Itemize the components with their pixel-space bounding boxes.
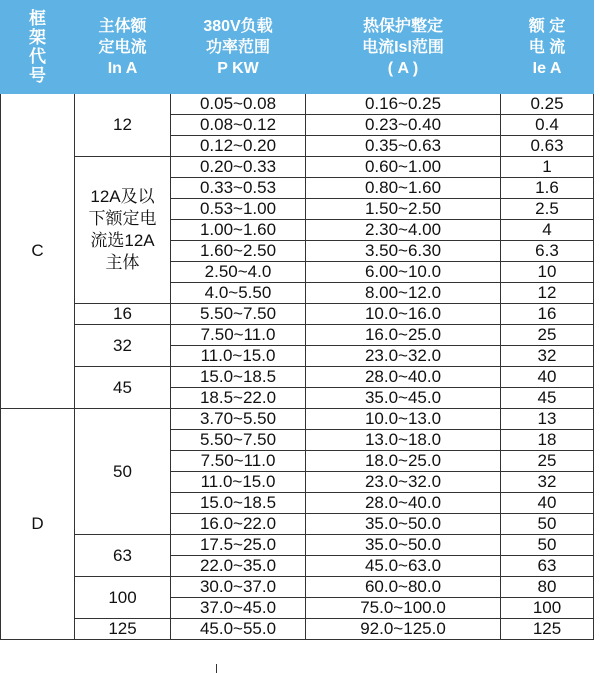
header-frame-line: 架 (29, 28, 46, 47)
power-cell: 0.08~0.12 (171, 115, 306, 136)
thermal-cell: 10.0~16.0 (306, 304, 501, 325)
power-cell: 3.70~5.50 (171, 409, 306, 430)
main-current-16: 16 (75, 304, 171, 325)
table-row (1, 157, 594, 178)
power-cell: 5.50~7.50 (171, 304, 306, 325)
header-power-line: 380V负载 (203, 17, 273, 35)
header-frame-code (1, 1, 75, 94)
ie-cell: 45 (501, 388, 594, 409)
main-current-50: 50 (75, 409, 171, 535)
ie-cell: 100 (501, 598, 594, 619)
ie-cell: 18 (501, 430, 594, 451)
power-cell: 4.0~5.50 (171, 283, 306, 304)
thermal-cell: 28.0~40.0 (306, 367, 501, 388)
thermal-cell: 2.30~4.00 (306, 220, 501, 241)
header-ie-line: 额 定 (528, 17, 566, 35)
note-line: 12A及以 (90, 187, 155, 206)
power-cell: 11.0~15.0 (171, 472, 306, 493)
main-current-100: 100 (75, 577, 171, 619)
power-cell: 15.0~18.5 (171, 493, 306, 514)
main-current-63: 63 (75, 535, 171, 577)
ie-cell: 12 (501, 283, 594, 304)
power-cell: 1.60~2.50 (171, 241, 306, 262)
header-frame-line: 框 (29, 9, 46, 28)
ie-cell: 1 (501, 157, 594, 178)
power-cell: 0.33~0.53 (171, 178, 306, 199)
table-row (1, 577, 594, 598)
ie-cell: 10 (501, 262, 594, 283)
thermal-cell: 35.0~50.0 (306, 535, 501, 556)
ie-cell: 25 (501, 325, 594, 346)
main-current-45: 45 (75, 367, 171, 409)
table-body (1, 94, 594, 640)
ie-cell: 2.5 (501, 199, 594, 220)
ie-cell: 125 (501, 619, 594, 640)
header-thermal-range (306, 1, 501, 94)
ie-cell: 0.4 (501, 115, 594, 136)
thermal-cell: 45.0~63.0 (306, 556, 501, 577)
power-cell: 18.5~22.0 (171, 388, 306, 409)
power-cell: 45.0~55.0 (171, 619, 306, 640)
ie-cell: 50 (501, 535, 594, 556)
frame-code-d: D (1, 409, 75, 640)
thermal-cell: 18.0~25.0 (306, 451, 501, 472)
power-cell: 5.50~7.50 (171, 430, 306, 451)
header-rated-line: 主体额 (98, 17, 147, 35)
power-cell: 0.20~0.33 (171, 157, 306, 178)
thermal-cell: 0.23~0.40 (306, 115, 501, 136)
table-row (1, 367, 594, 388)
header-frame-line: 代 (29, 47, 46, 66)
power-cell: 2.50~4.0 (171, 262, 306, 283)
table-row (1, 325, 594, 346)
power-cell: 7.50~11.0 (171, 325, 306, 346)
thermal-cell: 8.00~12.0 (306, 283, 501, 304)
power-cell: 17.5~25.0 (171, 535, 306, 556)
header-thermal-line: 电流Isl范围 (362, 38, 444, 56)
main-current-12: 12 (75, 94, 171, 157)
header-row (1, 1, 594, 94)
main-current-note (75, 157, 171, 304)
ie-cell: 32 (501, 346, 594, 367)
header-ie-line: Ie A (532, 59, 562, 77)
power-cell: 1.00~1.60 (171, 220, 306, 241)
table-row (1, 304, 594, 325)
power-cell: 7.50~11.0 (171, 451, 306, 472)
thermal-cell: 6.00~10.0 (306, 262, 501, 283)
header-power-line: P KW (217, 59, 259, 77)
header-rated-current (75, 1, 171, 94)
main-current-125: 125 (75, 619, 171, 640)
ie-cell: 40 (501, 367, 594, 388)
thermal-cell: 23.0~32.0 (306, 346, 501, 367)
table-row (1, 409, 594, 430)
header-ie-line: 电 流 (528, 38, 566, 56)
header-rated-line: 定电流 (98, 38, 147, 56)
thermal-cell: 3.50~6.30 (306, 241, 501, 262)
ie-cell: 4 (501, 220, 594, 241)
note-line: 流选12A (90, 231, 155, 250)
ie-cell: 0.25 (501, 94, 594, 115)
note-line: 主体 (105, 253, 140, 272)
power-cell: 0.12~0.20 (171, 136, 306, 157)
thermal-cell: 92.0~125.0 (306, 619, 501, 640)
thermal-cell: 35.0~50.0 (306, 514, 501, 535)
thermal-cell: 0.35~0.63 (306, 136, 501, 157)
thermal-cell: 28.0~40.0 (306, 493, 501, 514)
ie-cell: 13 (501, 409, 594, 430)
power-cell: 30.0~37.0 (171, 577, 306, 598)
thermal-cell: 0.80~1.60 (306, 178, 501, 199)
thermal-cell: 13.0~18.0 (306, 430, 501, 451)
ie-cell: 6.3 (501, 241, 594, 262)
header-power-range (171, 1, 306, 94)
thermal-cell: 60.0~80.0 (306, 577, 501, 598)
header-thermal-line: 热保护整定 (362, 17, 443, 35)
power-cell: 15.0~18.5 (171, 367, 306, 388)
thermal-cell: 75.0~100.0 (306, 598, 501, 619)
table-header (1, 1, 594, 94)
header-ie (501, 1, 594, 94)
note-line: 下额定电 (88, 209, 157, 228)
frame-code-c: C (1, 94, 75, 409)
table-row (1, 94, 594, 115)
power-cell: 22.0~35.0 (171, 556, 306, 577)
power-cell: 16.0~22.0 (171, 514, 306, 535)
power-cell: 37.0~45.0 (171, 598, 306, 619)
ie-cell: 50 (501, 514, 594, 535)
power-cell: 11.0~15.0 (171, 346, 306, 367)
ie-cell: 63 (501, 556, 594, 577)
thermal-cell: 23.0~32.0 (306, 472, 501, 493)
ie-cell: 1.6 (501, 178, 594, 199)
thermal-cell: 0.60~1.00 (306, 157, 501, 178)
header-rated-line: In A (107, 59, 138, 77)
page-tick-mark (216, 664, 217, 673)
ie-cell: 32 (501, 472, 594, 493)
ie-cell: 80 (501, 577, 594, 598)
header-thermal-line: ( A ) (387, 59, 419, 77)
header-frame-line: 号 (29, 66, 46, 85)
header-power-line: 功率范围 (205, 38, 270, 56)
thermal-cell: 10.0~13.0 (306, 409, 501, 430)
ie-cell: 0.63 (501, 136, 594, 157)
thermal-cell: 16.0~25.0 (306, 325, 501, 346)
power-cell: 0.05~0.08 (171, 94, 306, 115)
ie-cell: 16 (501, 304, 594, 325)
table-row (1, 535, 594, 556)
table-row (1, 619, 594, 640)
power-cell: 0.53~1.00 (171, 199, 306, 220)
thermal-cell: 0.16~0.25 (306, 94, 501, 115)
main-current-32: 32 (75, 325, 171, 367)
ie-cell: 40 (501, 493, 594, 514)
ie-cell: 25 (501, 451, 594, 472)
thermal-cell: 1.50~2.50 (306, 199, 501, 220)
thermal-cell: 35.0~45.0 (306, 388, 501, 409)
